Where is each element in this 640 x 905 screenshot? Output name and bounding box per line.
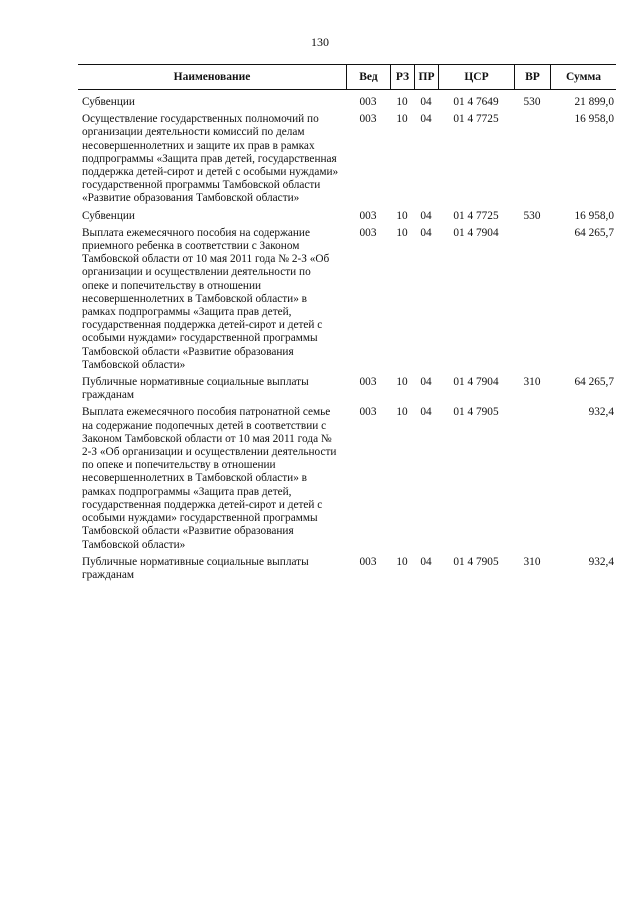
table-row bbox=[78, 227, 616, 372]
row-pr: 04 bbox=[420, 555, 432, 568]
row-name: Выплата ежемесячного пособия патронатной семье на содержание подопечных детей в соответствии с Законом Тамбовской области от 10 мая 2011 года № 2-З «Об организации и осуществлении деятельности по опеке и попечительству в отношении несовершеннолетних в Тамбовской области» в рамках подпрограммы «Защита прав детей, государственная поддержка детей-сирот и детей с особыми нуждами» государственной программы Тамбовской области «Развитие образования Тамбовской области» bbox=[82, 406, 337, 551]
row-ved: 003 bbox=[359, 113, 377, 126]
row-csr: 01 4 7904 bbox=[453, 376, 499, 389]
row-sum: 16 958,0 bbox=[574, 113, 614, 126]
row-vr: 310 bbox=[523, 555, 541, 568]
row-vr bbox=[514, 227, 550, 372]
row-sum: 64 265,7 bbox=[574, 376, 614, 389]
row-rz: 10 bbox=[396, 209, 408, 222]
row-pr: 04 bbox=[420, 113, 432, 126]
row-rz: 10 bbox=[396, 226, 408, 239]
row-pr: 04 bbox=[420, 209, 432, 222]
row-pr: 04 bbox=[420, 406, 432, 419]
row-ved: 003 bbox=[359, 376, 377, 389]
table-header bbox=[78, 64, 616, 90]
row-vr bbox=[514, 406, 550, 551]
row-ved: 003 bbox=[359, 555, 377, 568]
row-name: Публичные нормативные социальные выплаты гражданам bbox=[82, 376, 309, 402]
row-pr: 04 bbox=[420, 96, 432, 108]
table-row bbox=[78, 96, 616, 109]
row-sum: 932,4 bbox=[588, 406, 614, 419]
row-name: Субвенции bbox=[82, 96, 135, 108]
header-rz: РЗ bbox=[390, 65, 414, 89]
header-name: Наименование bbox=[173, 71, 251, 83]
budget-table bbox=[78, 64, 616, 586]
row-csr: 01 4 7725 bbox=[453, 209, 499, 222]
row-pr: 04 bbox=[420, 376, 432, 389]
row-rz: 10 bbox=[396, 96, 408, 108]
header-pr: ПР bbox=[414, 65, 438, 89]
header-sum: Сумма bbox=[550, 65, 616, 89]
row-name: Выплата ежемесячного пособия на содержание приемного ребенка в соответствии с Законом Тамбовской области от 10 мая 2011 года № 2-З «Об организации и осуществлении деятельности по опеке и попечительству в отношении несовершеннолетних в Тамбовской области» в рамках подпрограммы «Защита прав детей, государственная поддержка детей-сирот и детей с особыми нуждами» государственной программы Тамбовской области «Развитие образования Тамбовской области» bbox=[82, 226, 330, 371]
header-csr: ЦСР bbox=[438, 65, 514, 89]
row-csr: 01 4 7649 bbox=[453, 96, 499, 108]
row-vr: 310 bbox=[523, 376, 541, 389]
row-sum: 64 265,7 bbox=[574, 226, 614, 239]
table-row bbox=[78, 406, 616, 551]
row-csr: 01 4 7904 bbox=[453, 226, 499, 239]
header-ved: Вед bbox=[346, 65, 390, 89]
row-vr: 530 bbox=[523, 209, 541, 222]
table-row bbox=[78, 210, 616, 223]
row-rz: 10 bbox=[396, 406, 408, 419]
table-row bbox=[78, 376, 616, 402]
row-name: Осуществление государственных полномочий по организации деятельности комиссий по делам несовершеннолетних и защите их прав в рамках подпрограммы «Защита прав детей, государственная поддержка детей-сирот и детей с особыми нуждами» государственной программы Тамбовской области «Развитие образования Тамбовской области» bbox=[82, 113, 339, 205]
row-ved: 003 bbox=[359, 209, 377, 222]
row-rz: 10 bbox=[396, 376, 408, 389]
row-vr bbox=[514, 113, 550, 205]
row-sum: 932,4 bbox=[588, 555, 614, 568]
row-rz: 10 bbox=[396, 555, 408, 568]
row-vr: 530 bbox=[523, 96, 541, 108]
page-number: 130 bbox=[311, 35, 329, 49]
table-body bbox=[78, 96, 616, 582]
row-name: Публичные нормативные социальные выплаты гражданам bbox=[82, 555, 309, 581]
row-pr: 04 bbox=[420, 226, 432, 239]
row-ved: 003 bbox=[359, 406, 377, 419]
row-csr: 01 4 7905 bbox=[453, 406, 499, 419]
table-row bbox=[78, 556, 616, 582]
row-sum: 16 958,0 bbox=[574, 209, 614, 222]
header-vr: ВР bbox=[514, 65, 550, 89]
row-sum: 21 899,0 bbox=[574, 96, 614, 108]
row-name: Субвенции bbox=[82, 209, 135, 222]
row-ved: 003 bbox=[359, 226, 377, 239]
row-csr: 01 4 7905 bbox=[453, 555, 499, 568]
row-rz: 10 bbox=[396, 113, 408, 126]
row-ved: 003 bbox=[359, 96, 377, 108]
table-row bbox=[78, 113, 616, 205]
row-csr: 01 4 7725 bbox=[453, 113, 499, 126]
